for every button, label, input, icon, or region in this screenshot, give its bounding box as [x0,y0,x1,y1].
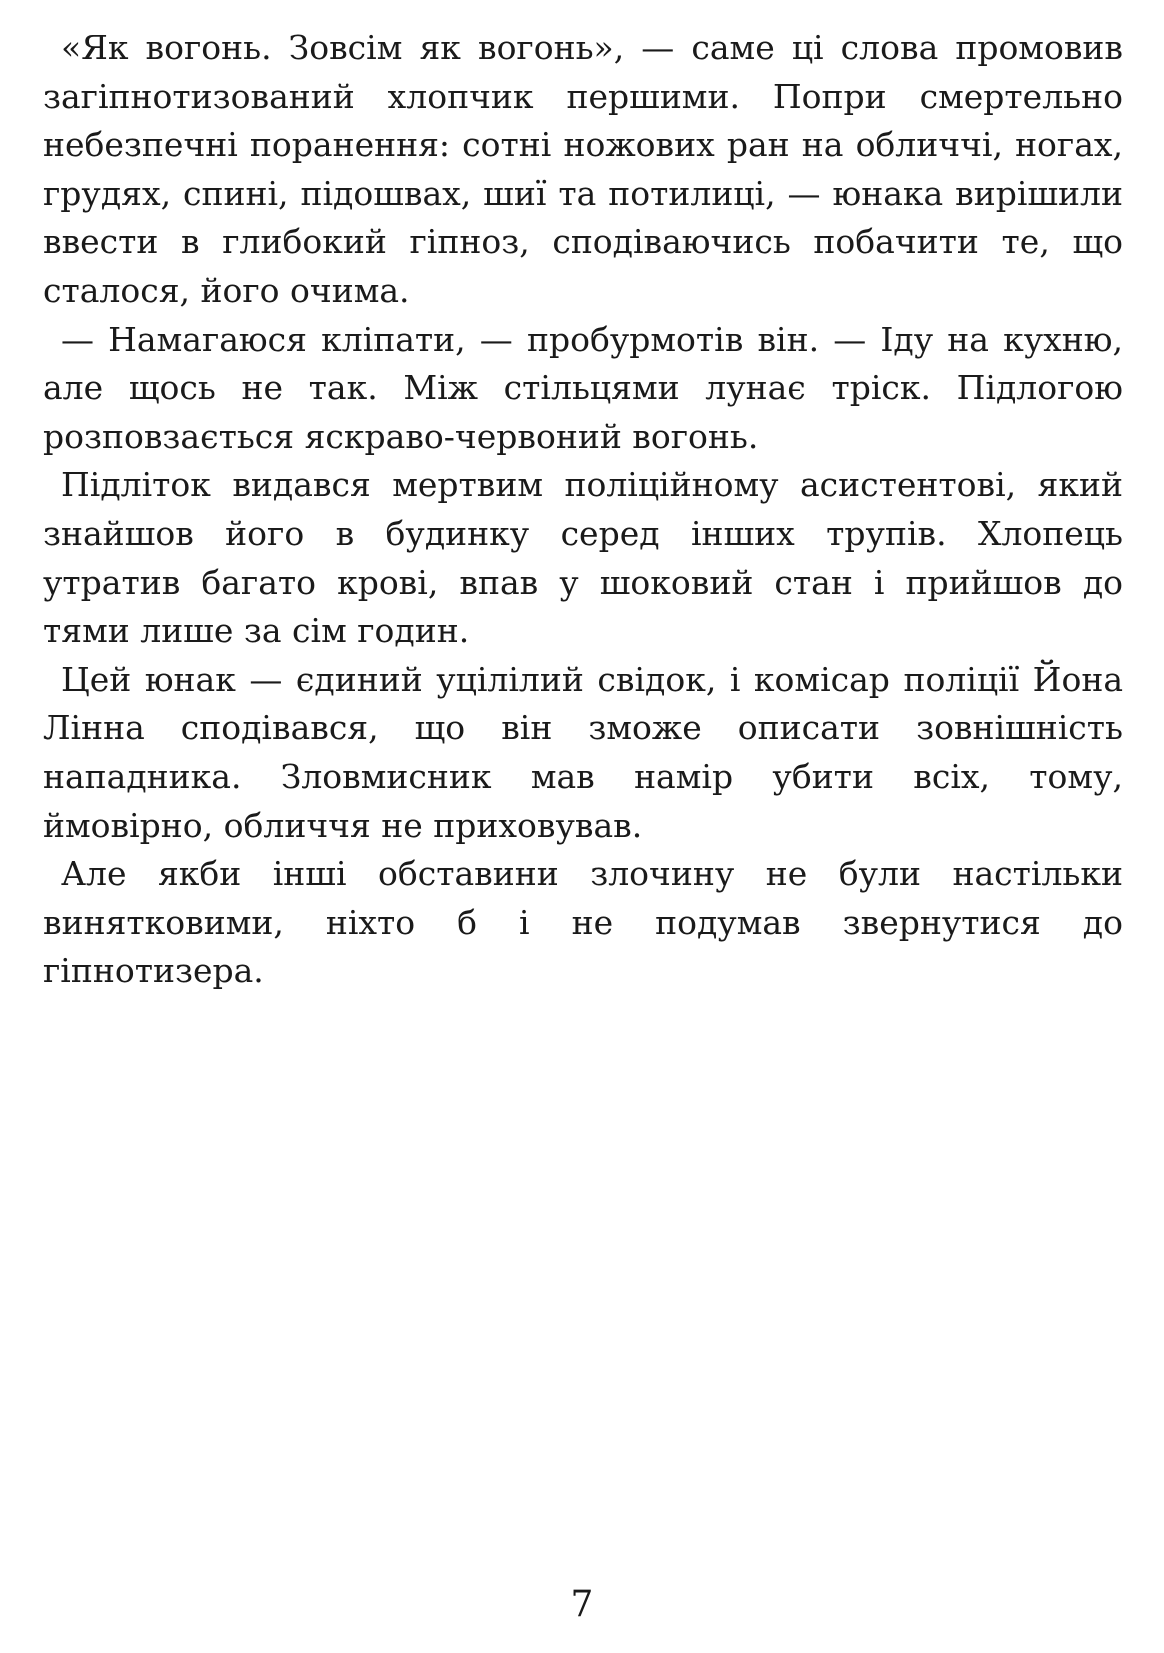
body-text [43,24,1123,996]
paragraph-3: Підліток видався мертвим поліційному асистентові, який знайшов його в будинку серед інших трупів. Хлопець утратив багато крові, впав у шоковий стан і прийшов до тями лише за сім годин. [43,465,1123,651]
paragraph-5: Але якби інші обставини злочину не були настільки винятковими, ніхто б і не подумав звернутися до гіпнотизера. [43,854,1123,991]
paragraph-1: «Як вогонь. Зовсім як вогонь», — саме ці слова промовив загіпнотизований хлопчик першими. Попри смертельно небезпечні поранення: сотні ножових ран на обличчі, ногах, грудях, спині, підошвах, шиї та потилиці, — юнака вирішили ввести в глибокий гіпноз, сподіваючись побачити те, що сталося, його очима. [43,28,1123,310]
paragraph-4: Цей юнак — єдиний уцілілий свідок, і комісар поліції Йона Лінна сподівався, що він зможе описати зовнішність нападника. Зловмисник мав намір убити всіх, тому, ймовірно, обличчя не приховував. [43,659,1123,845]
page-number: 7 [570,1584,594,1625]
paragraph-2: — Намагаюся кліпати, — пробурмотів він. — Іду на кухню, але щось не так. Між стільцями лунає тріск. Підлогою розповзається яскраво-червоний вогонь. [43,319,1123,456]
